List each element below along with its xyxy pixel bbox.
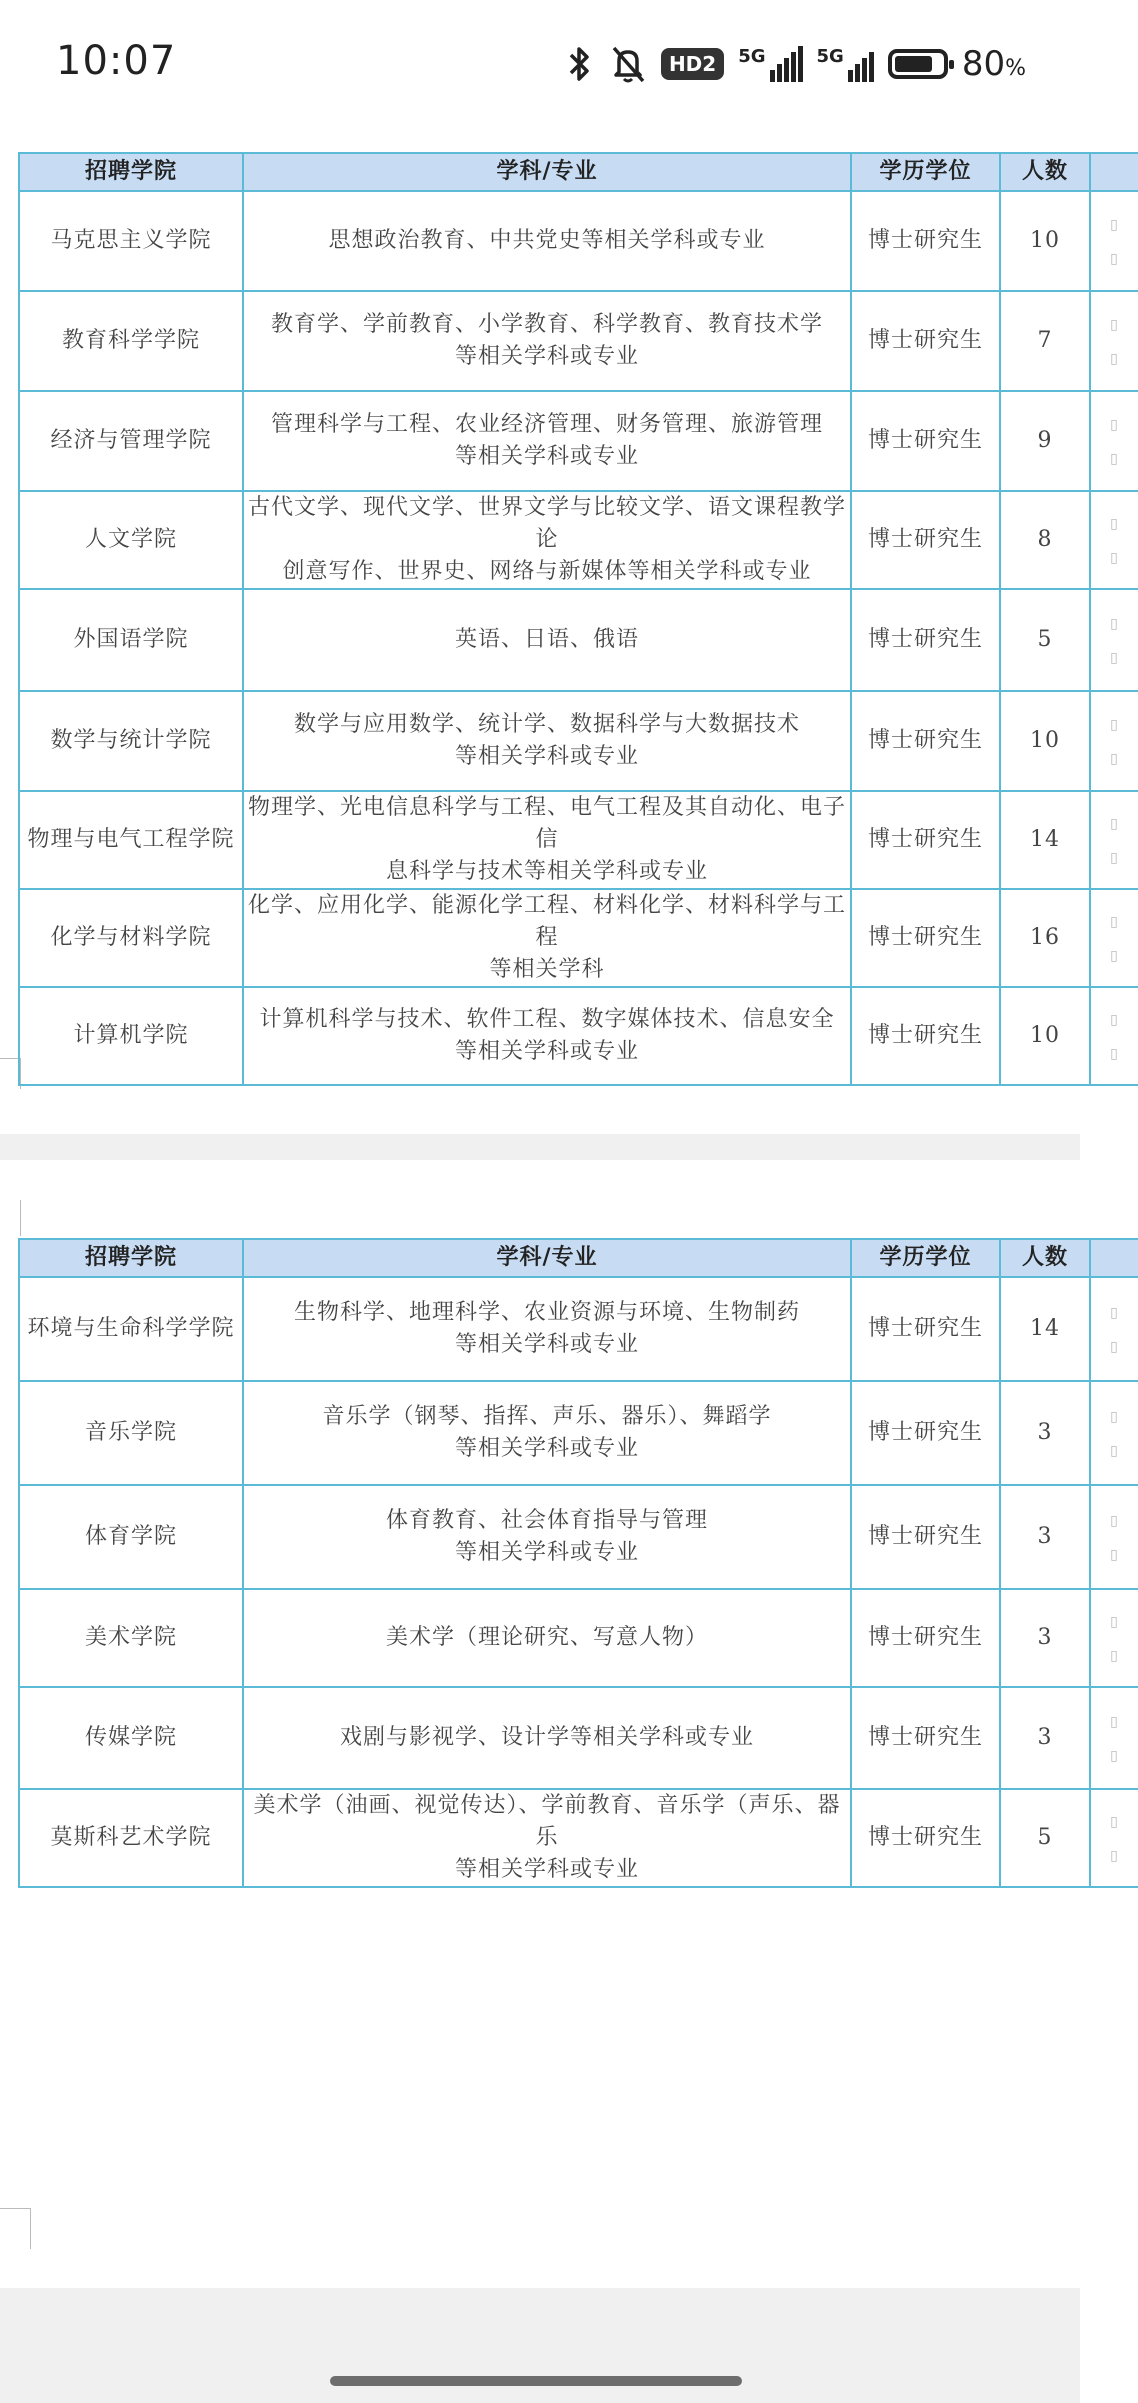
major-line-1: 戏剧与影视学、设计学等相关学科或专业 [339, 1725, 754, 1750]
cell-college: 美术学院 [19, 1589, 243, 1687]
table-row [19, 491, 1138, 589]
cell-count: 3 [1000, 1687, 1090, 1789]
header-cutoff [1090, 153, 1138, 191]
cell-count: 16 [1000, 889, 1090, 987]
cell-degree: 博士研究生 [851, 1589, 1000, 1687]
cell-count: 10 [1000, 191, 1090, 291]
table-row [19, 589, 1138, 691]
table-row [19, 1789, 1138, 1887]
major-line-1: 生物科学、地理科学、农业资源与环境、生物制药 [293, 1300, 800, 1325]
header-count: 人数 [1000, 1239, 1090, 1277]
cell-college: 音乐学院 [19, 1381, 243, 1485]
cell-count: 9 [1000, 391, 1090, 491]
bluetooth-icon [565, 44, 595, 84]
cell-cutoff: ▯ ▯ [1090, 391, 1138, 491]
cell-major [243, 291, 851, 391]
cell-count: 8 [1000, 491, 1090, 589]
major-line-1: 古代文学、现代文学、世界文学与比较文学、语文课程教学论 [247, 495, 846, 552]
network-type-label: 5G [738, 46, 766, 67]
cell-degree: 博士研究生 [851, 791, 1000, 889]
cell-college: 马克思主义学院 [19, 191, 243, 291]
page-gap [0, 1134, 1080, 1160]
major-line-1: 数学与应用数学、统计学、数据科学与大数据技术 [293, 712, 800, 737]
header-major: 学科/专业 [243, 1239, 851, 1277]
cell-degree: 博士研究生 [851, 391, 1000, 491]
cell-college: 教育科学学院 [19, 291, 243, 391]
cell-major [243, 491, 851, 589]
status-bar [0, 0, 1080, 128]
table-row [19, 1277, 1138, 1381]
cell-major [243, 791, 851, 889]
cell-college: 化学与材料学院 [19, 889, 243, 987]
crop-mark [0, 2208, 31, 2249]
cell-cutoff: ▯ ▯ [1090, 1687, 1138, 1789]
recruitment-table-2 [18, 1238, 1138, 1888]
cell-count: 14 [1000, 1277, 1090, 1381]
header-degree: 学历学位 [851, 153, 1000, 191]
cell-degree: 博士研究生 [851, 1789, 1000, 1887]
cell-cutoff: ▯ ▯ [1090, 1485, 1138, 1589]
cell-college: 经济与管理学院 [19, 391, 243, 491]
cell-college: 数学与统计学院 [19, 691, 243, 791]
cell-degree: 博士研究生 [851, 1485, 1000, 1589]
major-line-2: 等相关学科或专业 [454, 1540, 639, 1565]
cell-cutoff: ▯ ▯ [1090, 589, 1138, 691]
major-line-1: 思想政治教育、中共党史等相关学科或专业 [328, 228, 766, 253]
table-row [19, 391, 1138, 491]
cell-college: 环境与生命科学学院 [19, 1277, 243, 1381]
cell-major [243, 1589, 851, 1687]
cell-degree: 博士研究生 [851, 889, 1000, 987]
cell-cutoff: ▯ ▯ [1090, 1277, 1138, 1381]
major-line-1: 体育教育、社会体育指导与管理 [385, 1508, 708, 1533]
header-degree: 学历学位 [851, 1239, 1000, 1277]
cell-college: 物理与电气工程学院 [19, 791, 243, 889]
cell-college: 人文学院 [19, 491, 243, 589]
table-row [19, 791, 1138, 889]
cell-cutoff: ▯ ▯ [1090, 691, 1138, 791]
major-line-2: 等相关学科或专业 [454, 1332, 639, 1357]
cell-major [243, 1381, 851, 1485]
cell-degree: 博士研究生 [851, 589, 1000, 691]
major-line-2: 等相关学科或专业 [454, 344, 639, 369]
cell-count: 3 [1000, 1589, 1090, 1687]
cell-count: 14 [1000, 791, 1090, 889]
major-line-1: 物理学、光电信息科学与工程、电气工程及其自动化、电子信 [247, 795, 846, 852]
major-line-1: 管理科学与工程、农业经济管理、财务管理、旅游管理 [270, 412, 823, 437]
cell-degree: 博士研究生 [851, 691, 1000, 791]
cell-degree: 博士研究生 [851, 1277, 1000, 1381]
battery-percentage: 80% [961, 44, 1026, 84]
cell-major [243, 889, 851, 987]
major-line-1: 英语、日语、俄语 [454, 627, 639, 652]
cell-major [243, 1485, 851, 1589]
cell-major [243, 191, 851, 291]
cell-college: 外国语学院 [19, 589, 243, 691]
cell-major [243, 987, 851, 1085]
cell-major [243, 1277, 851, 1381]
cell-cutoff: ▯ ▯ [1090, 1589, 1138, 1687]
cell-degree: 博士研究生 [851, 291, 1000, 391]
major-line-1: 音乐学（钢琴、指挥、声乐、器乐）、舞蹈学 [322, 1404, 772, 1429]
cell-cutoff: ▯ ▯ [1090, 889, 1138, 987]
cell-major [243, 1789, 851, 1887]
table-body-1 [19, 191, 1138, 1085]
cell-major [243, 1687, 851, 1789]
major-line-2: 等相关学科或专业 [454, 444, 639, 469]
cell-cutoff: ▯ ▯ [1090, 987, 1138, 1085]
major-line-1: 教育学、学前教育、小学教育、科学教育、教育技术学 [270, 312, 823, 337]
cell-cutoff: ▯ ▯ [1090, 1789, 1138, 1887]
table-body-2 [19, 1277, 1138, 1887]
major-line-2: 创意写作、世界史、网络与新媒体等相关学科或专业 [282, 559, 812, 584]
table-header-row [19, 153, 1138, 191]
cell-cutoff: ▯ ▯ [1090, 1381, 1138, 1485]
home-indicator[interactable] [330, 2376, 742, 2386]
cell-major [243, 691, 851, 791]
major-line-2: 等相关学科或专业 [454, 1039, 639, 1064]
table-row [19, 1381, 1138, 1485]
major-line-2: 等相关学科或专业 [454, 744, 639, 769]
major-line-1: 美术学（油画、视觉传达）、学前教育、音乐学（声乐、器乐 [253, 1793, 841, 1850]
recruitment-table-1 [18, 152, 1138, 1086]
header-major: 学科/专业 [243, 153, 851, 191]
header-count: 人数 [1000, 153, 1090, 191]
cell-count: 10 [1000, 987, 1090, 1085]
status-icons [565, 40, 1026, 88]
major-line-2: 等相关学科 [489, 957, 605, 982]
cell-count: 3 [1000, 1485, 1090, 1589]
cell-count: 3 [1000, 1381, 1090, 1485]
cell-college: 体育学院 [19, 1485, 243, 1589]
cell-college: 计算机学院 [19, 987, 243, 1085]
cell-major [243, 391, 851, 491]
cell-college: 莫斯科艺术学院 [19, 1789, 243, 1887]
cell-degree: 博士研究生 [851, 1687, 1000, 1789]
status-time: 10:07 [56, 38, 177, 84]
cell-count: 5 [1000, 589, 1090, 691]
table-header-row [19, 1239, 1138, 1277]
cell-cutoff: ▯ ▯ [1090, 291, 1138, 391]
major-line-2: 等相关学科或专业 [454, 1857, 639, 1882]
muted-bell-icon [609, 44, 647, 84]
cell-college: 传媒学院 [19, 1687, 243, 1789]
battery-icon [888, 49, 948, 79]
table-row [19, 889, 1138, 987]
major-line-2: 等相关学科或专业 [454, 1436, 639, 1461]
cell-degree: 博士研究生 [851, 1381, 1000, 1485]
document-page-2 [0, 1160, 1119, 2288]
table-row [19, 291, 1138, 391]
table-row [19, 987, 1138, 1085]
major-line-1: 计算机科学与技术、软件工程、数字媒体技术、信息安全 [259, 1007, 835, 1032]
cell-count: 7 [1000, 291, 1090, 391]
cell-count: 10 [1000, 691, 1090, 791]
cell-cutoff: ▯ ▯ [1090, 491, 1138, 589]
table-row [19, 1687, 1138, 1789]
table-row [19, 691, 1138, 791]
cell-count: 5 [1000, 1789, 1090, 1887]
hd-voice-badge: HD2 [661, 48, 724, 80]
network-type-label: 5G [816, 46, 844, 67]
table-row [19, 1589, 1138, 1687]
header-college: 招聘学院 [19, 153, 243, 191]
cell-degree: 博士研究生 [851, 987, 1000, 1085]
header-cutoff [1090, 1239, 1138, 1277]
header-college: 招聘学院 [19, 1239, 243, 1277]
document-page-1 [0, 128, 1119, 1134]
cell-cutoff: ▯ ▯ [1090, 791, 1138, 889]
signal-2-icon [817, 46, 874, 82]
cell-cutoff: ▯ ▯ [1090, 191, 1138, 291]
cell-degree: 博士研究生 [851, 491, 1000, 589]
signal-1-icon [738, 46, 802, 82]
cell-major [243, 589, 851, 691]
crop-mark [20, 1200, 41, 1236]
cell-degree: 博士研究生 [851, 191, 1000, 291]
major-line-2: 息科学与技术等相关学科或专业 [385, 859, 708, 884]
major-line-1: 化学、应用化学、能源化学工程、材料化学、材料科学与工程 [247, 893, 846, 950]
major-line-1: 美术学（理论研究、写意人物） [385, 1625, 708, 1650]
table-row [19, 1485, 1138, 1589]
table-row [19, 191, 1138, 291]
